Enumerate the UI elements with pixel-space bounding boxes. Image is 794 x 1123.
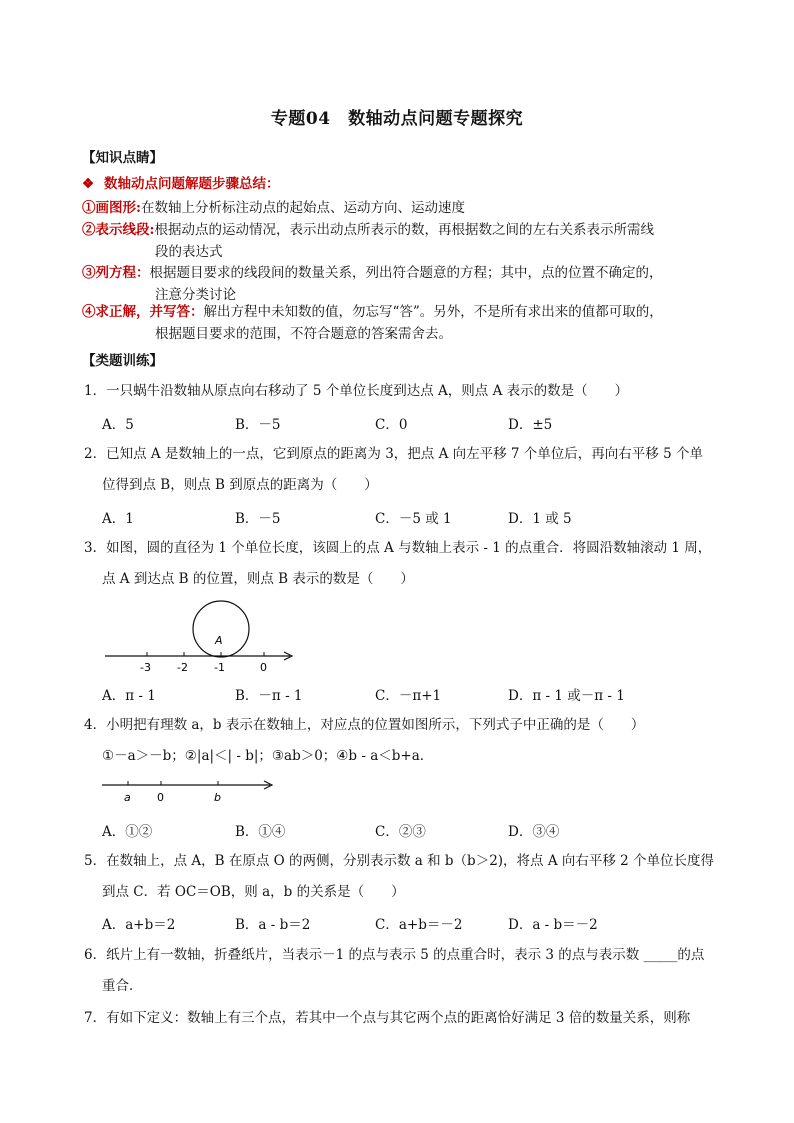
question-6-line-2: 重合．: [102, 978, 143, 994]
step-label: ②表示线段:: [82, 222, 155, 238]
option-b: B．－5: [235, 511, 281, 527]
option-a: A．1: [102, 511, 134, 527]
point-b-label: b: [214, 791, 221, 804]
option-c: C．－5 或 1: [375, 511, 452, 527]
option-a: A．π - 1: [102, 688, 156, 704]
option-a: A．①②: [102, 824, 153, 840]
option-c: C．②③: [375, 824, 426, 840]
circle-number-line-figure: [100, 595, 300, 675]
tick-label: -1: [214, 661, 225, 674]
tick-label: -3: [140, 661, 151, 674]
knowledge-header: 【知识点睛】: [82, 150, 163, 166]
step-continuation: 段的表达式: [155, 244, 223, 260]
question-2-line-1: 2．已知点 A 是数轴上的一点，它到原点的距离为 3，把点 A 向左平移 7 个单位后，再向右平移 5 个单: [84, 446, 703, 462]
step-continuation: 根据题目要求的范围，不符合题意的答案需舍去。: [155, 326, 452, 342]
option-a: A．a+b＝2: [102, 917, 176, 933]
option-c: C．0: [375, 417, 408, 433]
tick-label: 0: [260, 661, 267, 674]
step-text: 根据动点的运动情况，表示出动点所表示的数，再根据数之间的左右关系表示所需线: [154, 222, 654, 238]
ab-number-line-figure: [100, 775, 280, 815]
option-d: D．③④: [508, 824, 560, 840]
step-text: 解出方程中未知数的值，勿忘写“答”。另外，不是所有求出来的值都可取的，: [203, 304, 663, 320]
step-1: [82, 197, 722, 219]
option-d: D．1 或 5: [508, 511, 572, 527]
step-4: [82, 301, 722, 345]
step-label: ③列方程：: [82, 265, 150, 281]
question-4-line-1: 4．小明把有理数 a，b 表示在数轴上，对应点的位置如图所示，下列式子中正确的是（ ）: [84, 717, 645, 733]
option-b: B．a - b＝2: [235, 917, 311, 933]
question-2-line-2: 位得到点 B，则点 B 到原点的距离为（ ）: [102, 477, 378, 493]
step-label: ①画图形:: [82, 200, 141, 216]
question-5-line-1: 5．在数轴上，点 A，B 在原点 O 的两侧，分别表示数 a 和 b（b＞2)，将点 A 向右平移 2 个单位长度得: [84, 853, 715, 869]
point-a-label: a: [124, 791, 131, 804]
step-text: 在数轴上分析标注动点的起始点、运动方向、运动速度: [140, 200, 465, 216]
option-b: B．－5: [235, 417, 281, 433]
option-d: D．π - 1 或－π - 1: [508, 688, 625, 704]
question-1: 1．一只蜗牛沿数轴从原点向右移动了 5 个单位长度到达点 A，则点 A 表示的数是（ ）: [84, 383, 629, 399]
question-7-line-1: 7．有如下定义：数轴上有三个点，若其中一个点与其它两个点的距离恰好满足 3 倍的数量关系，则称: [84, 1010, 691, 1026]
practice-header: 【类题训练】: [82, 353, 163, 369]
steps-header: [82, 172, 280, 192]
step-3: [82, 262, 722, 306]
option-c: C．－π+1: [375, 688, 442, 704]
option-c: C．a+b＝－2: [375, 917, 463, 933]
question-6-line-1: 6．纸片上有一数轴，折叠纸片，当表示－1 的点与表示 5 的点重合时，表示 3 的点与表示数 _____的点: [84, 947, 705, 963]
origin-label: 0: [157, 791, 164, 804]
step-text: 根据题目要求的线段间的数量关系，列出符合题意的方程；其中，点的位置不确定的，: [149, 265, 663, 281]
page-title: 专题04 数轴动点问题专题探究: [270, 109, 524, 129]
rolling-circle: [193, 601, 249, 657]
diamond-bullet-icon: ❖: [82, 176, 95, 192]
question-5-line-2: 到点 C．若 OC＝OB，则 a，b 的关系是（ ）: [102, 884, 405, 900]
question-3-line-1: 3．如图，圆的直径为 1 个单位长度，该圆上的点 A 与数轴上表示 - 1 的点重合．将圆沿数轴滚动 1 周，: [84, 540, 712, 556]
option-b: B．①④: [235, 824, 286, 840]
option-d: D．a - b＝－2: [508, 917, 598, 933]
point-a-label: A: [215, 634, 223, 647]
option-a: A．5: [102, 417, 134, 433]
steps-header-text: 数轴动点问题解题步骤总结：: [104, 176, 280, 192]
question-4-line-2: ①－a＞－b；②|a|＜| - b|；③ab＞0；④b - a＜b+a．: [102, 748, 434, 764]
step-2: [82, 219, 722, 263]
option-b: B．－π - 1: [235, 688, 303, 704]
option-d: D．±5: [508, 417, 553, 433]
step-label: ④求正解，并写答：: [82, 304, 204, 320]
question-3-line-2: 点 A 到达点 B 的位置，则点 B 表示的数是（ ）: [102, 571, 414, 587]
tick-label: -2: [177, 661, 188, 674]
step-continuation: 注意分类讨论: [155, 287, 236, 303]
